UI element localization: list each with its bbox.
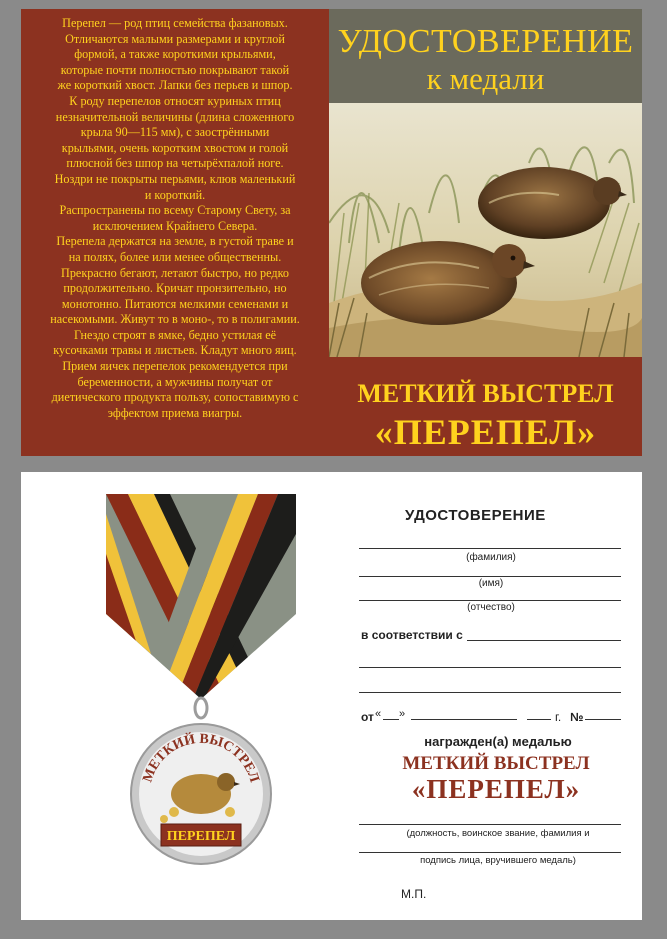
certificate-cover: [21, 9, 642, 456]
year-label: г.: [555, 710, 562, 724]
from-label: от: [361, 710, 374, 724]
description-line: Прием яичек перепелок рекомендуется при: [62, 359, 288, 374]
description-line: Распространены по всему Старому Свету, за: [59, 203, 291, 218]
medal-image: [106, 494, 296, 866]
medal-graphic: [106, 494, 296, 866]
description-line: формой, а также короткими крыльями,: [74, 47, 276, 62]
awarded-label: награжден(а) медалью: [424, 734, 572, 749]
number-line[interactable]: [585, 719, 621, 720]
year-line[interactable]: [527, 719, 551, 720]
description-line: диетического продукта пользу, сопоставимую с: [51, 390, 299, 405]
description-line: Перепела держатся на земле, в густой траве и: [56, 234, 294, 249]
form-medal-quail: «ПЕРЕПЕЛ»: [411, 774, 581, 804]
description-line: Гнездо строят в ямке, бедно устилая её: [73, 327, 277, 342]
cover-medal-quail: «ПЕРЕПЕЛ»: [374, 412, 597, 452]
cover-subtitle: к медали: [426, 61, 545, 96]
patronymic-hint: (отчество): [467, 602, 515, 613]
medal-ring: [195, 698, 207, 718]
description-line: крыла 90—115 мм), с заострёнными: [80, 125, 270, 140]
day-line[interactable]: [383, 719, 399, 720]
signature-hint: подпись лица, вручившего медаль): [420, 855, 576, 866]
cover-medal-name: МЕТКИЙ ВЫСТРЕЛ: [357, 379, 614, 408]
medal-banner-text: ПЕРЕПЕЛ: [166, 829, 236, 844]
position-hint: (должность, воинское звание, фамилия и: [406, 828, 590, 839]
name-hint: (имя): [478, 578, 504, 589]
description-line: беременности, а мужчины получат от: [77, 374, 273, 389]
description-line: продолжительно. Кричат пронзительно, но: [63, 281, 287, 296]
medal-disc: [131, 724, 271, 864]
description-line: исключением Крайнего Севера.: [92, 218, 258, 233]
quail-painting: [329, 103, 642, 357]
surname-line[interactable]: [359, 548, 621, 549]
description-line: эффектом приема виагры.: [107, 405, 243, 420]
description-line: Отличаются малыми размерами и круглой: [65, 31, 285, 46]
medal-arc-text: МЕТКИЙ ВЫСТРЕЛ: [140, 731, 262, 785]
number-label: №: [570, 710, 584, 724]
signature-line[interactable]: [359, 852, 621, 853]
description-line: Прекрасно бегают, летают быстро, но редко: [61, 265, 289, 280]
quail-description-panel: [21, 9, 329, 456]
description-line: крыльями, очень коротким хвостом и голой: [61, 140, 289, 155]
according-line-3[interactable]: [359, 692, 621, 693]
certificate-inner-page: [21, 472, 642, 920]
description-line: же короткий хвост. Лапки без перьев и шпор.: [57, 78, 293, 93]
position-line[interactable]: [359, 824, 621, 825]
description-line: незначительной величины (длина сложенного: [55, 109, 295, 124]
description-line: К роду перепелов относят куриных птиц: [69, 93, 281, 108]
description-line: насекомыми. Живут то в моно-, то в полигамии.: [50, 312, 300, 327]
month-line[interactable]: [411, 719, 517, 720]
description-line: Перепел — род птиц семейства фазановых.: [62, 16, 288, 30]
certificate-form: [359, 472, 629, 920]
date-quote-open: «: [375, 708, 382, 720]
description-line: монотонно. Питаются мелкими семенами и: [61, 296, 289, 311]
description-line: и короткий.: [144, 187, 206, 202]
according-line-2[interactable]: [359, 667, 621, 668]
cover-medal-title-block: [329, 357, 642, 456]
description-line: которые почти полностью покрывают такой: [60, 62, 290, 77]
surname-hint: (фамилия): [466, 552, 516, 563]
name-line[interactable]: [359, 576, 621, 577]
description-line: плюсной без шпор на четырёхпалой ноге.: [66, 156, 284, 171]
quail-illustration: [329, 103, 642, 357]
medal-ribbon: [106, 494, 296, 714]
description-line: кусочками травы и листьев. Кладут много яиц.: [53, 343, 297, 358]
according-label: в соответствии с: [361, 628, 463, 642]
stamp-label: М.П.: [401, 887, 427, 901]
description-line: Ноздри не покрыты перьями, клюв маленький: [54, 171, 296, 186]
description-line: на полях, более или менее общественны.: [68, 249, 282, 264]
form-title: УДОСТОВЕРЕНИЕ: [405, 507, 546, 524]
according-line[interactable]: [467, 640, 621, 641]
date-quote-close: »: [399, 708, 406, 720]
patronymic-line[interactable]: [359, 600, 621, 601]
form-medal-name: МЕТКИЙ ВЫСТРЕЛ: [402, 753, 590, 774]
cover-title-block: [329, 9, 642, 103]
cover-title: УДОСТОВЕРЕНИЕ: [337, 23, 634, 60]
